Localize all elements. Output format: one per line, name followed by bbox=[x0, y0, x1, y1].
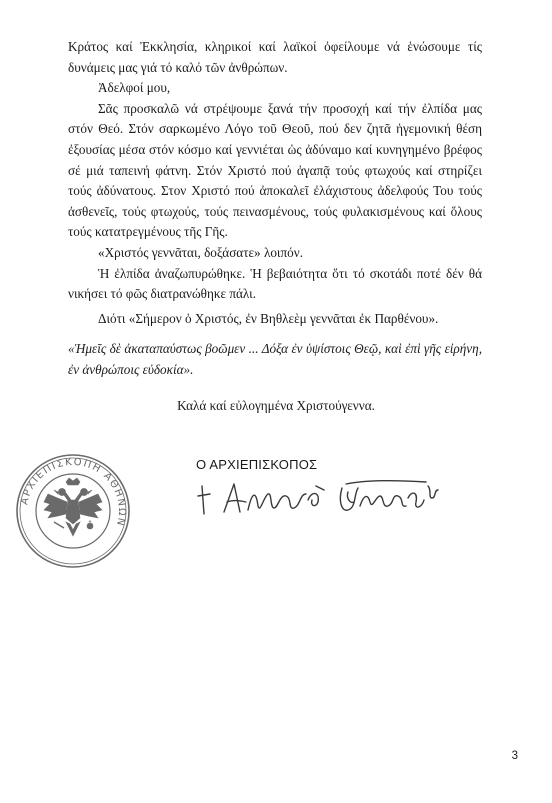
paragraph-christ-is-born: «Χριστός γεννᾶται, δοξάσατε» λοιπόν. bbox=[98, 244, 303, 260]
paragraph-hymn: «Ἡμεῖς δὲ ἀκαταπαύστως βοῶμεν ... Δόξα ἐν ὑψίστοις Θεῷ, καὶ ἐπὶ γῆς εἰρήνη, ἐν ἀνθρώποις εὐδοκία». bbox=[68, 341, 482, 377]
salutation: Ἀδελφοί μου, bbox=[98, 80, 171, 96]
paragraph-invitation: Σᾶς προσκαλῶ νά στρέψουμε ξανά τήν προσοχή καί τήν ἐλπίδα μας στόν Θεό. Στόν σαρκωμένο Λόγο τοῦ Θεοῦ, πού δεν ζητᾶ ἡγεμονική θέση ἐξουσίας μέσα στόν κόσμο καί γεννιέται ὡς ἀδύναμο καί κυνηγημένο βρέφος σέ μιά ταπεινή φάτνη. Στόν Χριστό πού ἀγαπᾷ τούς φτωχούς καί στηρίζει τούς ἀδύνατους. Στον Χριστό πού ἀποκαλεῖ ἐλάχιστους ἀδελφούς Του τούς ἀσθενεῖς, τούς φτωχούς, τούς πεινασμένους, τούς φυλακισμένους καί ὅλους τούς κατατρεγμένους τῆς Γῆς. bbox=[68, 100, 482, 240]
paragraph-state-church: Κράτος καί Ἐκκλησία, κληρικοί καί λαϊκοί ὀφείλουμε νά ἑνώσουμε τίς δυνάμεις μας γιά τό καλό τῶν ἀνθρώπων. bbox=[68, 39, 482, 75]
archdiocese-seal bbox=[14, 452, 132, 570]
signatory-title: Ο ΑΡΧΙΕΠΙΣΚΟΠΟΣ bbox=[196, 457, 318, 472]
page-number: 3 bbox=[511, 750, 518, 762]
double-headed-eagle-icon bbox=[44, 478, 102, 536]
paragraph-today-christ: Διότι «Σήμερον ὁ Χριστός, ἐν Βηθλεὲμ γεννᾶται ἐκ Παρθένου». bbox=[98, 310, 439, 326]
archbishop-signature bbox=[196, 472, 442, 520]
closing-greeting: Καλά καί εὐλογημένα Χριστούγεννα. bbox=[177, 398, 375, 413]
letter-body bbox=[68, 37, 482, 381]
paragraph-hope: Ἡ ἐλπίδα ἀναζωπυρώθηκε. Ἡ βεβαιότητα ὅτι τό σκοτάδι ποτέ δέν θά νικήσει τό φῶς διατρανώθηκε πάλι. bbox=[68, 265, 482, 302]
seal-text: ΑΡΧΙΕΠΙΣΚΟΠΗ ΑΘΗΝΩΝ bbox=[19, 456, 128, 528]
